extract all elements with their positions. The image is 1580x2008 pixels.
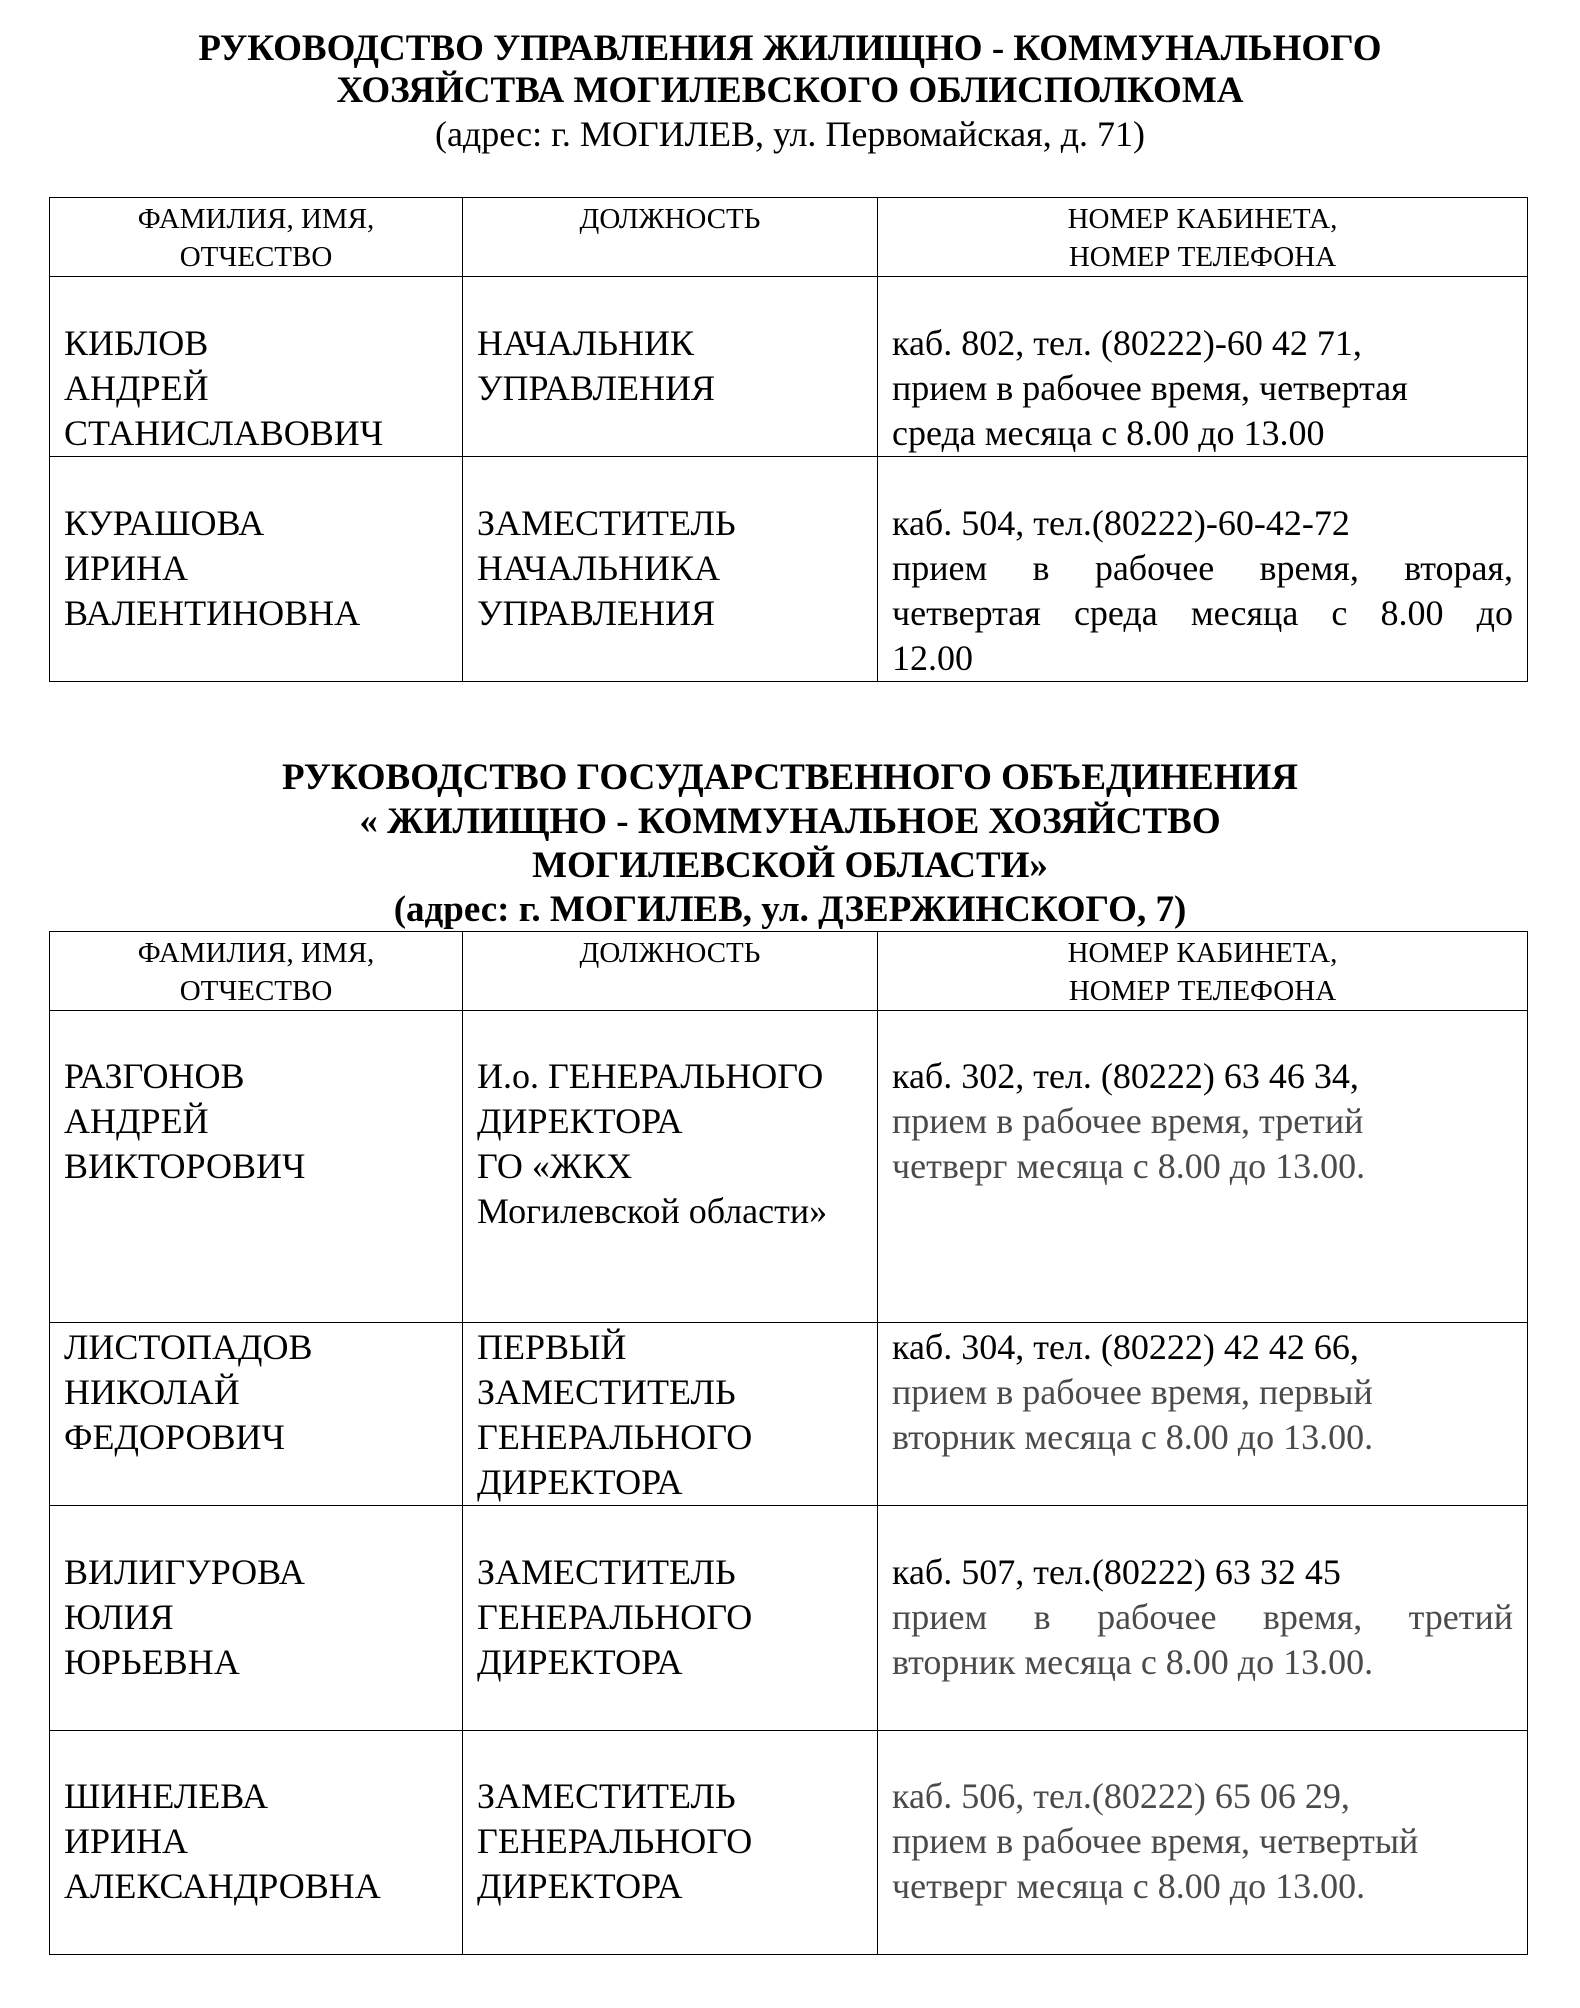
section2-heading (0, 756, 1580, 932)
header-position: ДОЛЖНОСТЬ (463, 932, 878, 1011)
name-cell: ШИНЕЛЕВА ИРИНА АЛЕКСАНДРОВНА (50, 1731, 463, 1955)
name-cell: КИБЛОВ АНДРЕЙ СТАНИСЛАВОВИЧ (50, 277, 463, 457)
section1-title-line1: РУКОВОДСТВО УПРАВЛЕНИЯ ЖИЛИЩНО - КОММУНАЛЬНОГО (198, 28, 1382, 69)
position-cell: И.о. ГЕНЕРАЛЬНОГО ДИРЕКТОРА ГО «ЖКХ Могилевской области» (463, 1011, 878, 1323)
table-row (50, 1731, 1528, 1955)
position-cell: НАЧАЛЬНИК УПРАВЛЕНИЯ (463, 277, 878, 457)
section1-address: (адрес: г. МОГИЛЕВ, ул. Первомайская, д. 71) (434, 114, 1146, 154)
contact-cell: каб. 504, тел.(80222)-60-42-72 прием в рабочее время, вторая, четвертая среда месяца с 8.00 до 12.00 (878, 457, 1528, 682)
section2-title-line3: МОГИЛЕВСКОЙ ОБЛАСТИ» (532, 845, 1048, 886)
table-row (50, 457, 1528, 682)
name-cell: РАЗГОНОВ АНДРЕЙ ВИКТОРОВИЧ (50, 1011, 463, 1323)
table-header-row (50, 932, 1528, 1011)
position-cell: ЗАМЕСТИТЕЛЬ НАЧАЛЬНИКА УПРАВЛЕНИЯ (463, 457, 878, 682)
section2-table (49, 931, 1528, 1955)
position-cell: ПЕРВЫЙ ЗАМЕСТИТЕЛЬ ГЕНЕРАЛЬНОГО ДИРЕКТОРА (463, 1323, 878, 1506)
table-row (50, 1506, 1528, 1731)
position-cell: ЗАМЕСТИТЕЛЬ ГЕНЕРАЛЬНОГО ДИРЕКТОРА (463, 1506, 878, 1731)
contact-cell: каб. 302, тел. (80222) 63 46 34, прием в рабочее время, третий четверг месяца с 8.00 до 13.00. (878, 1011, 1528, 1323)
name-cell: ЛИСТОПАДОВ НИКОЛАЙ ФЕДОРОВИЧ (50, 1323, 463, 1506)
table-header-row (50, 198, 1528, 277)
contact-cell: каб. 507, тел.(80222) 63 32 45 прием в рабочее время, третий вторник месяца с 8.00 до 13.00. (878, 1506, 1528, 1731)
table-row (50, 1323, 1528, 1506)
position-cell: ЗАМЕСТИТЕЛЬ ГЕНЕРАЛЬНОГО ДИРЕКТОРА (463, 1731, 878, 1955)
name-cell: КУРАШОВА ИРИНА ВАЛЕНТИНОВНА (50, 457, 463, 682)
name-cell: ВИЛИГУРОВА ЮЛИЯ ЮРЬЕВНА (50, 1506, 463, 1731)
section2-title-line1: РУКОВОДСТВО ГОСУДАРСТВЕННОГО ОБЪЕДИНЕНИЯ (282, 757, 1298, 798)
table-row (50, 1011, 1528, 1323)
section2-title-line2: « ЖИЛИЩНО - КОММУНАЛЬНОЕ ХОЗЯЙСТВО (359, 801, 1221, 842)
header-name: ФАМИЛИЯ, ИМЯ, ОТЧЕСТВО (50, 198, 463, 277)
header-contact: НОМЕР КАБИНЕТА, НОМЕР ТЕЛЕФОНА (878, 932, 1528, 1011)
section2-address: (адрес: г. МОГИЛЕВ, ул. ДЗЕРЖИНСКОГО, 7) (393, 889, 1187, 930)
section1-heading (0, 28, 1580, 156)
contact-cell: каб. 304, тел. (80222) 42 42 66, прием в рабочее время, первый вторник месяца с 8.00 до 13.00. (878, 1323, 1528, 1506)
header-name: ФАМИЛИЯ, ИМЯ, ОТЧЕСТВО (50, 932, 463, 1011)
contact-cell: каб. 506, тел.(80222) 65 06 29, прием в рабочее время, четвертый четверг месяца с 8.00 до 13.00. (878, 1731, 1528, 1955)
header-contact: НОМЕР КАБИНЕТА, НОМЕР ТЕЛЕФОНА (878, 198, 1528, 277)
table-row (50, 277, 1528, 457)
section1-title-line2: ХОЗЯЙСТВА МОГИЛЕВСКОГО ОБЛИСПОЛКОМА (336, 70, 1244, 111)
section1-table (49, 197, 1528, 682)
contact-cell: каб. 802, тел. (80222)-60 42 71, прием в рабочее время, четвертая среда месяца с 8.00 до 13.00 (878, 277, 1528, 457)
header-position: ДОЛЖНОСТЬ (463, 198, 878, 277)
